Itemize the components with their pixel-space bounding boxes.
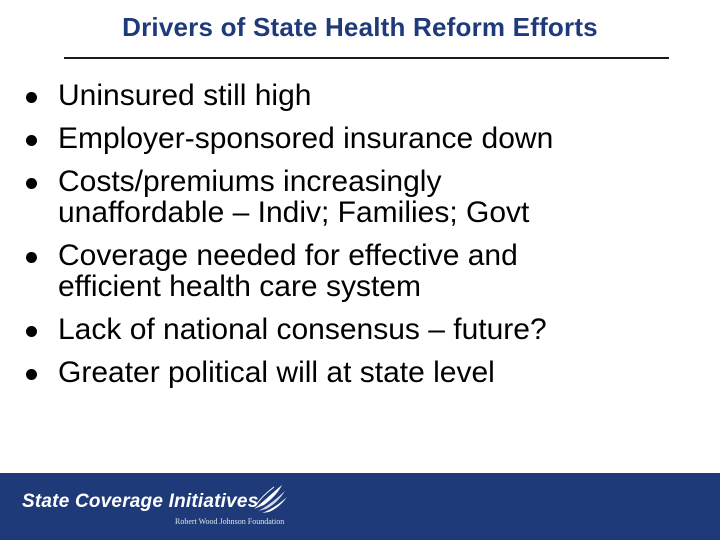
slide-title: Drivers of State Health Reform Efforts xyxy=(122,12,598,42)
bullet-text: Uninsured still high xyxy=(58,79,312,112)
bullet-text: Costs/premiums increasingly xyxy=(58,165,442,198)
title-underline xyxy=(64,57,669,59)
bullet-text: Greater political will at state level xyxy=(58,356,495,389)
footer-brand: State Coverage Initiatives xyxy=(22,491,259,512)
bullet-dot-icon xyxy=(26,135,37,146)
bullet-text-continued: unaffordable – Indiv; Families; Govt xyxy=(58,196,530,229)
bullet-text: Employer-sponsored insurance down xyxy=(58,122,554,155)
bullet-item xyxy=(22,123,702,154)
bullet-text-continued: efficient health care system xyxy=(58,270,421,303)
bullet-text: Lack of national consensus – future? xyxy=(58,313,547,346)
bullet-item xyxy=(22,166,702,228)
bullet-dot-icon xyxy=(26,369,37,380)
eagle-feather-icon xyxy=(252,483,288,515)
bullet-dot-icon xyxy=(26,178,37,189)
bullet-list xyxy=(22,80,702,400)
bullet-item xyxy=(22,80,702,111)
bullet-dot-icon xyxy=(26,252,37,263)
bullet-item xyxy=(22,314,702,345)
bullet-dot-icon xyxy=(26,92,37,103)
footer-bar xyxy=(0,473,720,540)
bullet-item xyxy=(22,357,702,388)
foundation-name: Robert Wood Johnson Foundation xyxy=(175,517,285,526)
bullet-text: Coverage needed for effective and xyxy=(58,239,518,272)
bullet-item xyxy=(22,240,702,302)
bullet-dot-icon xyxy=(26,326,37,337)
